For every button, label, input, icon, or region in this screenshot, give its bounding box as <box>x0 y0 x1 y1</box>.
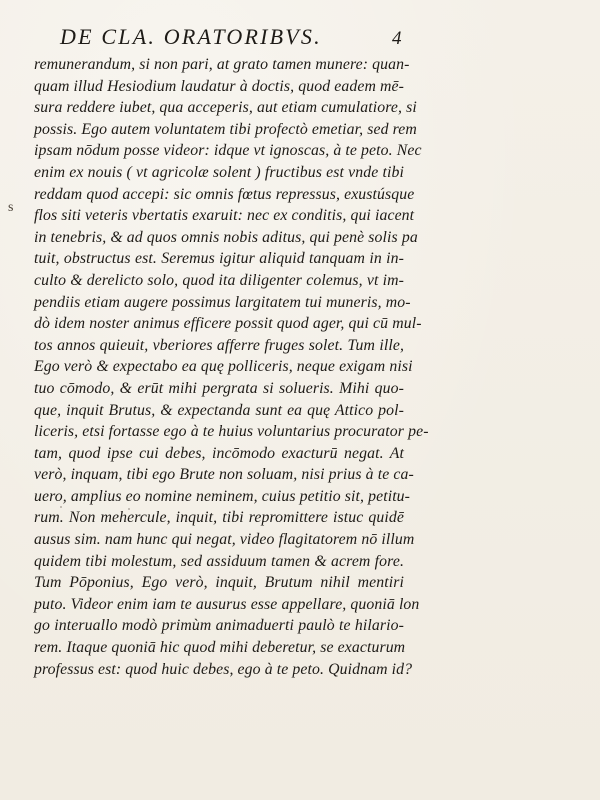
text-line: ipsam nōdum posse videor: idque vt ignoscas, à te peto. Nec <box>34 142 422 160</box>
text-line: Ego verò & expectabo ea quę polliceris, neque exigam nisi <box>34 358 413 376</box>
text-line: puto. Videor enim iam te ausurus esse appellare, quoniā lon <box>34 595 420 613</box>
text-line: quam illud Hesiodium laudatur à doctis, quod eadem mē- <box>34 77 405 95</box>
ink-speck <box>60 506 62 508</box>
text-line: in tenebris, & ad quos omnis nobis aditus, qui penè solis pa <box>34 228 418 246</box>
text-line: tuo cōmodo, & erūt mihi pergrata si solueris. Mihi quo- <box>34 379 404 397</box>
text-line: culto & derelicto solo, quod ita diligenter colemus, vt im- <box>34 271 404 289</box>
text-line: quidem tibi molestum, sed assiduum tamen & acrem fore. <box>34 552 404 570</box>
text-line: reddam quod accepi: sic omnis fœtus repressus, exustúsque <box>34 185 415 203</box>
text-line: flos siti veteris vbertatis exaruit: nec ex conditis, qui iacent <box>34 207 415 225</box>
text-line: go interuallo modò primùm animaduerti paulò te hilario- <box>34 617 404 635</box>
text-line: rem. Itaque quoniā hic quod mihi deberetur, se exacturum <box>34 639 406 657</box>
text-line: tos annos quieuit, vberiores afferre fruges solet. Tum ille, <box>34 336 404 354</box>
body-text <box>34 54 429 680</box>
page-header <box>60 24 410 54</box>
text-line: que, inquit Brutus, & expectanda sunt ea quę Attico pol- <box>34 401 404 419</box>
ink-speck <box>128 508 130 510</box>
text-line: enim ex nouis ( vt agricolæ solent ) fructibus est vnde tibi <box>34 163 404 181</box>
text-line: professus est: quod huic debes, ego à te peto. Quidnam id? <box>34 660 413 678</box>
text-line: tuit, obstructus est. Seremus igitur aliquid tanquam in in- <box>34 250 404 268</box>
text-line: remunerandum, si non pari, at grato tamen munere: quan- <box>34 56 410 73</box>
text-line: tam, quod ipse cui debes, incōmodo exacturū negat. At <box>34 444 404 462</box>
text-line: possis. Ego autem voluntatem tibi profectò emetiar, sed rem <box>34 120 417 138</box>
margin-mark: s <box>8 200 14 215</box>
text-line: dò idem noster animus efficere possit quod ager, qui cū mul- <box>34 315 422 333</box>
text-line: verò, inquam, tibi ego Brute non soluam, nisi prius à te ca- <box>34 466 414 484</box>
page-number: 4 <box>392 28 402 49</box>
text-line: Tum Pōponius, Ego verò, inquit, Brutum nihil mentiri <box>34 574 404 592</box>
text-line: pendiis etiam augere possimus largitatem tui muneris, mo- <box>34 293 411 311</box>
text-line: liceris, etsi fortasse ego à te huius voluntarius procurator pe- <box>34 423 429 441</box>
text-line: uero, amplius eo nomine neminem, cuius petitio sit, petitu- <box>34 487 411 505</box>
text-line: ausus sim. nam hunc qui negat, video flagitatorem nō illum <box>34 531 415 549</box>
running-head: DE CLA. ORATORIBVS. <box>60 24 322 49</box>
text-line: sura reddere iubet, qua acceperis, aut etiam cumulatiore, si <box>34 99 417 117</box>
text-line: rum. Non mehercule, inquit, tibi repromittere istuc quidē <box>34 509 404 527</box>
